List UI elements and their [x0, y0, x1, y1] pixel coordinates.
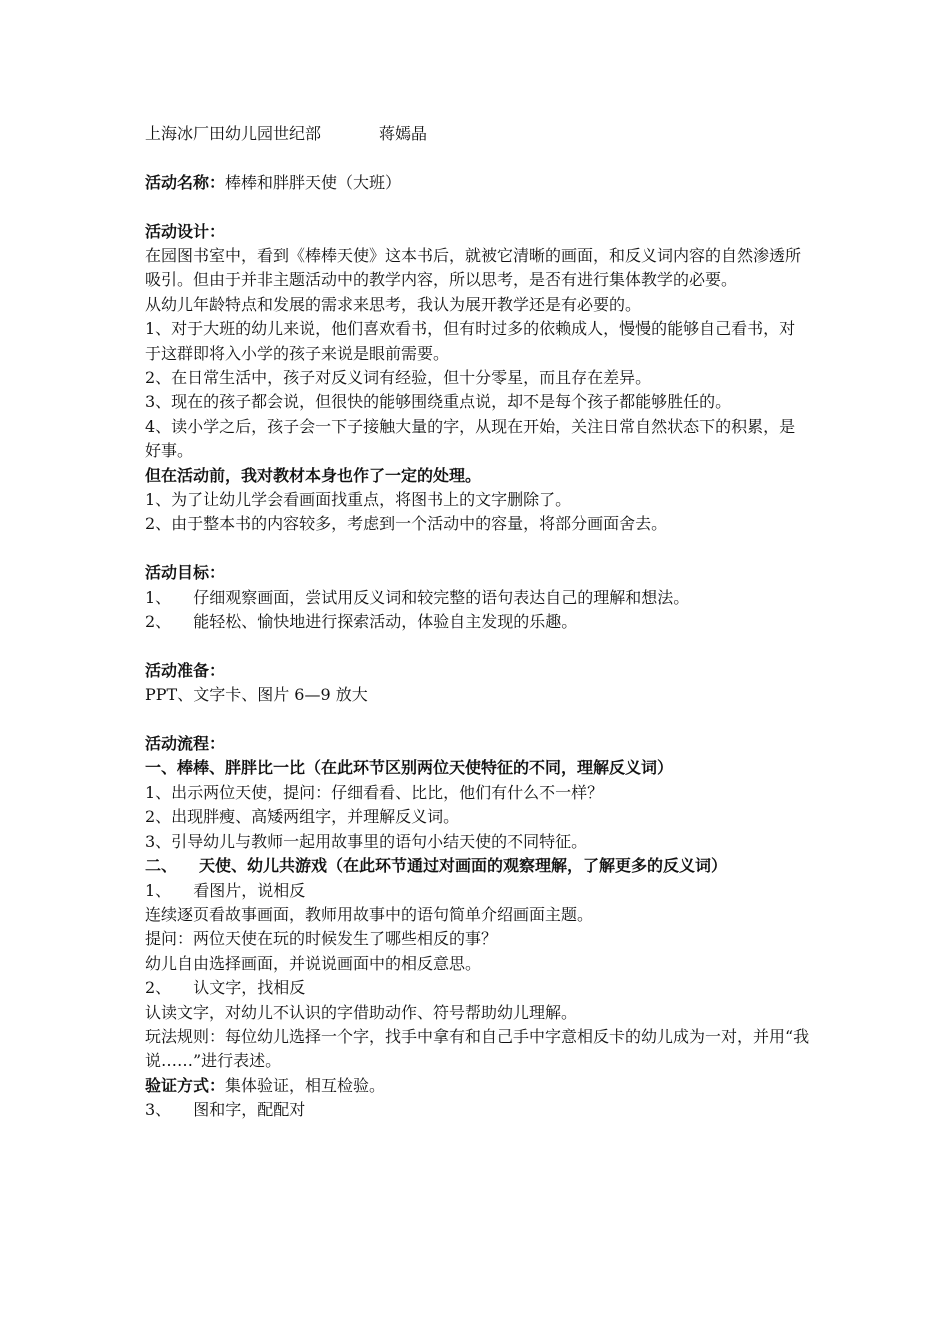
- verify-label: 验证方式：: [145, 1075, 226, 1095]
- part1-item-1: 1、出示两位天使，提问：仔细看看、比比，他们有什么不一样？: [145, 782, 604, 802]
- goal-item-2: [145, 610, 810, 634]
- activity-name-label: 活动名称：: [145, 172, 226, 192]
- process-heading: 活动流程：: [145, 734, 226, 754]
- part2-sub1-title: [145, 879, 810, 903]
- prep-text: PPT、文字卡、图片 6—9 放大: [145, 685, 368, 705]
- goal-number: 2、: [145, 612, 172, 632]
- design-paragraph-2: 从幼儿年龄特点和发展的需求来思考，我认为展开教学还是有必要的。: [145, 294, 642, 314]
- treatment-item-2: 2、由于整本书的内容较多，考虑到一个活动中的容量，将部分画面舍去。: [145, 514, 668, 534]
- sub1-line-2: 提问：两位天使在玩的时候发生了哪些相反的事？: [145, 929, 498, 949]
- sub2-verify: [145, 1074, 810, 1098]
- design-item-1: 1、对于大班的幼儿来说，他们喜欢看书，但有时过多的依赖成人，慢慢的能够自己看书，对于这群即将入小学的孩子来说是眼前需要。: [145, 319, 796, 363]
- sub-number: 3、: [145, 1100, 172, 1120]
- activity-name-value: 棒棒和胖胖天使（大班）: [225, 172, 402, 192]
- sub-title: 认文字，找相反: [193, 978, 306, 998]
- goals-heading: 活动目标：: [145, 563, 226, 583]
- sub-title: 看图片，说相反: [193, 880, 306, 900]
- sub1-line-1: 连续逐页看故事画面，教师用故事中的语句简单介绍画面主题。: [145, 904, 594, 924]
- sub2-rule: 玩法规则：每位幼儿选择一个字，找手中拿有和自己手中字意相反卡的幼儿成为一对，并用“我说……”进行表述。: [145, 1026, 810, 1071]
- design-item-4: 4、读小学之后，孩子会一下子接触大量的字，从现在开始，关注日常自然状态下的积累，是好事。: [145, 416, 796, 461]
- treatment-heading: 但在活动前，我对教材本身也作了一定的处理。: [145, 465, 482, 485]
- part2-sub2-title: [145, 976, 810, 1000]
- sub-title: 图和字，配配对: [193, 1100, 306, 1120]
- treatment-item-1: 1、为了让幼儿学会看画面找重点，将图书上的文字删除了。: [145, 490, 572, 510]
- sub2-line-1: 认读文字，对幼儿不认识的字借助动作、符号帮助幼儿理解。: [145, 1002, 578, 1022]
- process-part2-title: [145, 854, 810, 878]
- part1-item-2: 2、出现胖瘦、高矮两组字，并理解反义词。: [145, 807, 460, 827]
- goal-text: 仔细观察画面，尝试用反义词和较完整的语句表达自己的理解和想法。: [193, 587, 690, 607]
- activity-name-line: [145, 171, 810, 195]
- document-page: [145, 122, 810, 1123]
- design-item-2: 2、在日常生活中，孩子对反义词有经验，但十分零星，而且存在差异。: [145, 368, 652, 388]
- sub-number: 1、: [145, 880, 172, 900]
- design-item-3: 3、现在的孩子都会说，但很快的能够围绕重点说，却不是每个孩子都能够胜任的。: [145, 392, 732, 412]
- school-name: 上海冰厂田幼儿园世纪部: [145, 124, 322, 143]
- part1-item-3: 3、引导幼儿与教师一起用故事里的语句小结天使的不同特征。: [145, 831, 588, 851]
- design-heading: 活动设计：: [145, 221, 226, 241]
- goal-text: 能轻松、愉快地进行探索活动，体验自主发现的乐趣。: [193, 612, 578, 632]
- part2-number: 二、: [145, 856, 178, 876]
- goal-number: 1、: [145, 587, 172, 607]
- prep-heading: 活动准备：: [145, 660, 226, 680]
- author-name: 蒋嫣晶: [379, 124, 428, 143]
- goal-item-1: [145, 586, 810, 610]
- design-paragraph-1: 在园图书室中，看到《棒棒天使》这本书后，就被它清晰的画面，和反义词内容的自然渗透所吸引。但由于并非主题活动中的教学内容，所以思考，是否有进行集体教学的必要。: [145, 246, 802, 290]
- sub-number: 2、: [145, 978, 172, 998]
- verify-text: 集体验证，相互检验。: [225, 1075, 386, 1095]
- sub1-line-3: 幼儿自由选择画面，并说说画面中的相反意思。: [145, 953, 482, 973]
- header-line: [145, 122, 810, 146]
- process-part1-title: 一、棒棒、胖胖比一比（在此环节区别两位天使特征的不同，理解反义词）: [145, 758, 674, 778]
- part2-sub3-title: [145, 1098, 810, 1122]
- part2-title-text: 天使、幼儿共游戏（在此环节通过对画面的观察理解，了解更多的反义词）: [199, 856, 728, 876]
